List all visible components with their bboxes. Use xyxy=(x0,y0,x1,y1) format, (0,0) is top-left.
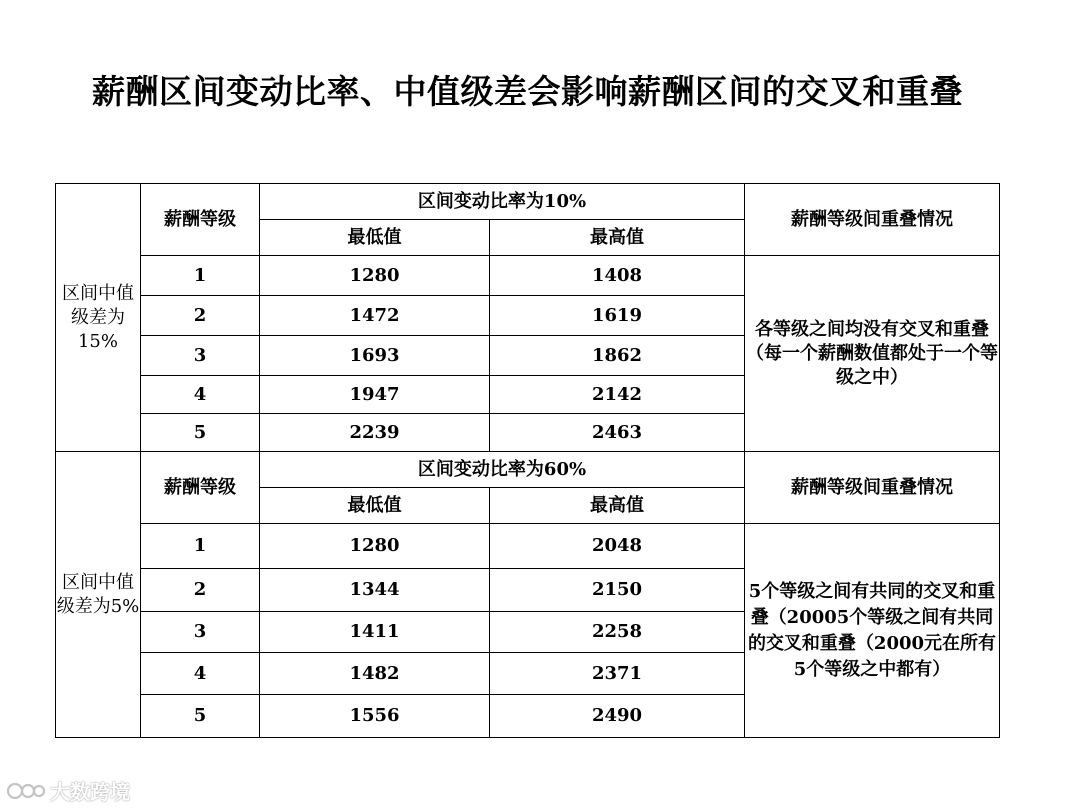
table-row xyxy=(56,524,1000,569)
min-header: 最低值 xyxy=(260,488,490,524)
watermark-logo xyxy=(6,776,130,805)
min-cell: 1947 xyxy=(260,376,490,414)
overlap-header: 薪酬等级间重叠情况 xyxy=(745,184,1000,256)
max-header: 最高值 xyxy=(490,220,745,256)
max-cell: 2142 xyxy=(490,376,745,414)
overlap-note: 各等级之间均没有交叉和重叠（每一个薪酬数值都处于一个等级之中） xyxy=(745,256,1000,452)
level-cell: 4 xyxy=(141,376,260,414)
min-cell: 1472 xyxy=(260,296,490,336)
min-cell: 1411 xyxy=(260,612,490,653)
table-row xyxy=(56,452,1000,488)
max-header: 最高值 xyxy=(490,488,745,524)
page-title: 薪酬区间变动比率、中值级差会影响薪酬区间的交叉和重叠 xyxy=(92,72,963,111)
logo-mark-icon xyxy=(6,780,46,802)
min-header: 最低值 xyxy=(260,220,490,256)
group-label: 区间中值级差为15% xyxy=(56,184,141,452)
table-row xyxy=(56,184,1000,220)
level-cell: 2 xyxy=(141,569,260,612)
overlap-note: 5个等级之间有共同的交叉和重叠（20005个等级之间有共同的交叉和重叠（2000元在所有5个等级之中都有） xyxy=(745,524,1000,738)
min-cell: 2239 xyxy=(260,414,490,452)
min-cell: 1482 xyxy=(260,653,490,695)
max-cell: 2371 xyxy=(490,653,745,695)
level-cell: 3 xyxy=(141,336,260,376)
level-cell: 1 xyxy=(141,256,260,296)
min-cell: 1344 xyxy=(260,569,490,612)
level-header: 薪酬等级 xyxy=(141,452,260,524)
level-header: 薪酬等级 xyxy=(141,184,260,256)
min-cell: 1280 xyxy=(260,256,490,296)
ratio-header: 区间变动比率为10% xyxy=(260,184,745,220)
table-row xyxy=(56,256,1000,296)
max-cell: 2258 xyxy=(490,612,745,653)
max-cell: 2150 xyxy=(490,569,745,612)
level-cell: 2 xyxy=(141,296,260,336)
group-label: 区间中值级差为5% xyxy=(56,452,141,738)
max-cell: 1862 xyxy=(490,336,745,376)
max-cell: 1619 xyxy=(490,296,745,336)
min-cell: 1693 xyxy=(260,336,490,376)
level-cell: 3 xyxy=(141,612,260,653)
max-cell: 2463 xyxy=(490,414,745,452)
max-cell: 1408 xyxy=(490,256,745,296)
level-cell: 1 xyxy=(141,524,260,569)
level-cell: 5 xyxy=(141,414,260,452)
level-cell: 5 xyxy=(141,695,260,738)
watermark-text: 大数跨境 xyxy=(50,780,130,804)
level-cell: 4 xyxy=(141,653,260,695)
min-cell: 1556 xyxy=(260,695,490,738)
salary-table xyxy=(55,183,1000,738)
ratio-header: 区间变动比率为60% xyxy=(260,452,745,488)
overlap-header: 薪酬等级间重叠情况 xyxy=(745,452,1000,524)
min-cell: 1280 xyxy=(260,524,490,569)
max-cell: 2048 xyxy=(490,524,745,569)
max-cell: 2490 xyxy=(490,695,745,738)
